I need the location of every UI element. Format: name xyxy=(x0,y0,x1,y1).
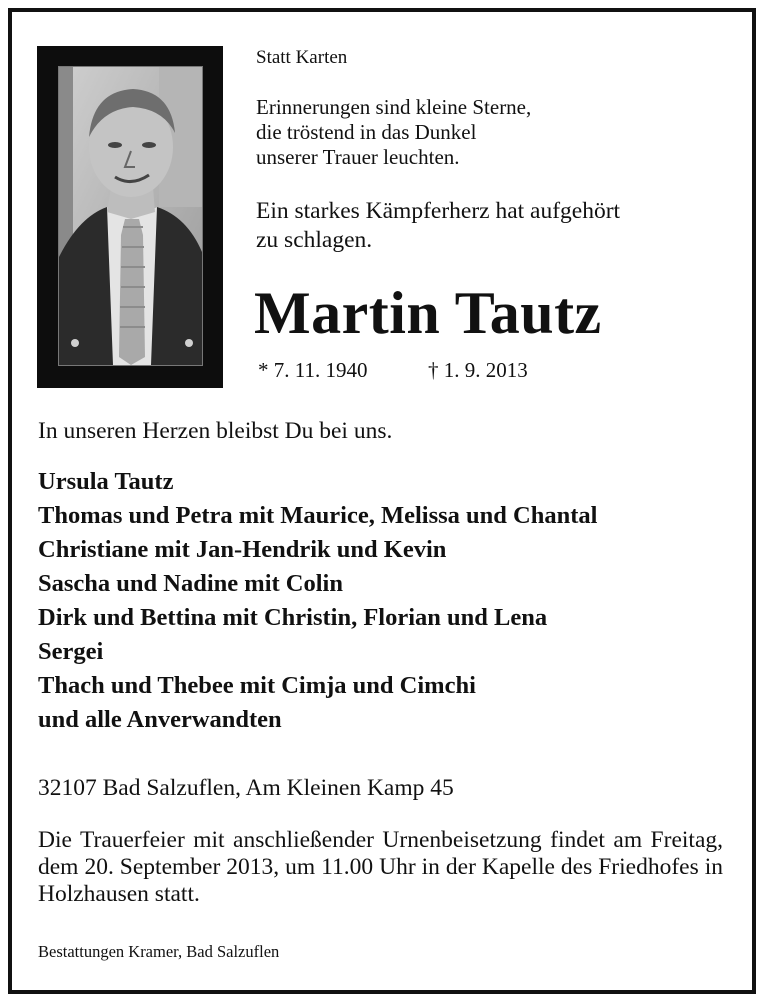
birth-date: * 7. 11. 1940 xyxy=(258,358,368,382)
verse-line-2: die tröstend in das Dunkel xyxy=(256,120,477,144)
undertaker: Bestattungen Kramer, Bad Salzuflen xyxy=(38,942,280,961)
portrait-image xyxy=(59,67,202,365)
verse-line-1: Erinnerungen sind kleine Sterne, xyxy=(256,95,532,119)
verse-line-3: unserer Trauer leuchten. xyxy=(256,145,460,169)
portrait-photo xyxy=(58,66,203,366)
family-line-8: und alle Anverwandten xyxy=(38,706,282,733)
family-line-2: Thomas und Petra mit Maurice, Melissa und Chantal xyxy=(38,502,598,529)
family-line-5: Dirk und Bettina mit Christin, Florian und Lena xyxy=(38,604,548,631)
verse2-line-2: zu schlagen. xyxy=(256,227,373,253)
family-line-7: Thach und Thebee mit Cimja und Cimchi xyxy=(38,672,476,699)
deceased-name: Martin Tautz xyxy=(254,280,602,346)
verse2-line-1: Ein starkes Kämpferherz hat aufgehört xyxy=(256,198,621,224)
address: 32107 Bad Salzuflen, Am Kleinen Kamp 45 xyxy=(38,775,454,801)
family-line-3: Christiane mit Jan-Hendrik und Kevin xyxy=(38,536,447,563)
family-line-1: Ursula Tautz xyxy=(38,468,174,495)
portrait-photo-frame xyxy=(37,46,223,388)
farewell-text: In unseren Herzen bleibst Du bei uns. xyxy=(38,418,393,444)
family-line-6: Sergei xyxy=(38,638,104,665)
death-date: † 1. 9. 2013 xyxy=(428,358,528,382)
family-line-4: Sascha und Nadine mit Colin xyxy=(38,570,343,597)
statt-karten-label: Statt Karten xyxy=(256,47,348,68)
service-announcement: Die Trauerfeier mit anschließender Urnenbeisetzung findet am Freitag, dem 20. September 2013, um 11.00 Uhr in der Kapelle des Friedhofes in Holzhausen statt. xyxy=(38,827,723,907)
